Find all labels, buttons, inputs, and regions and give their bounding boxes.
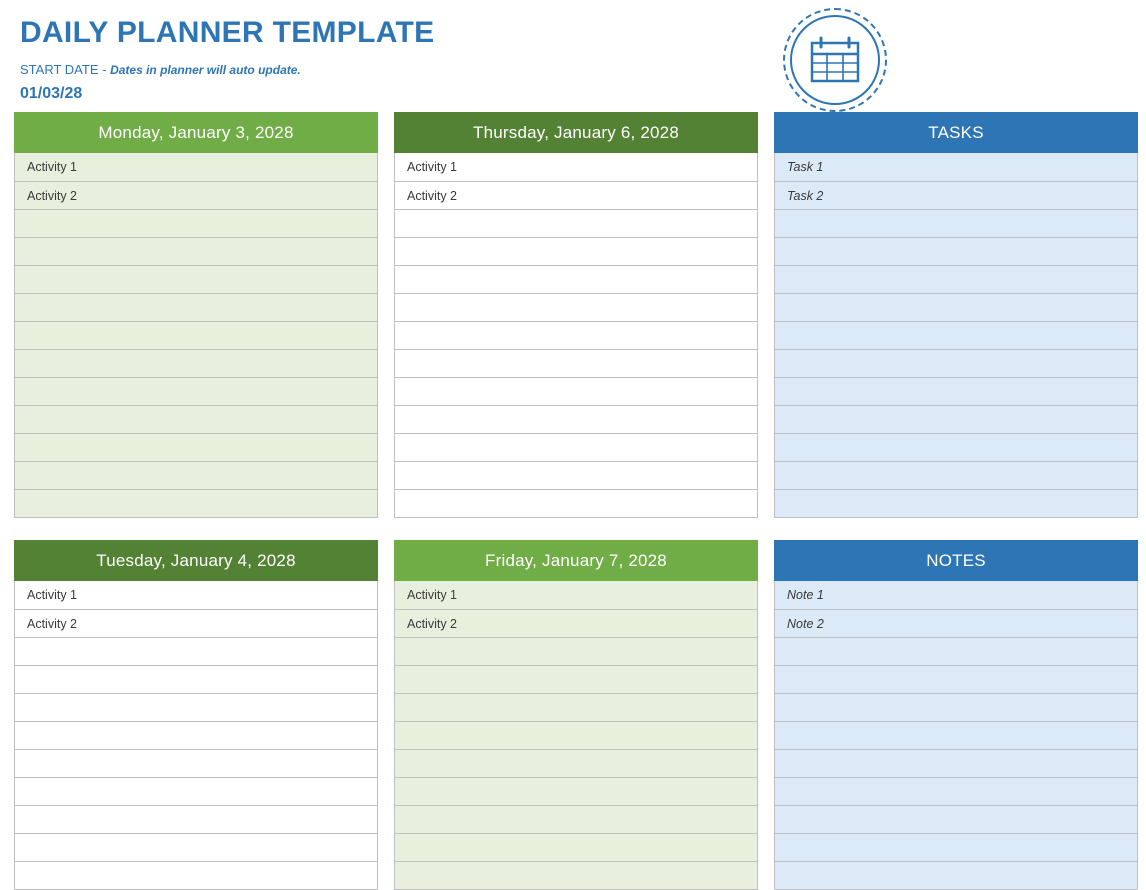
planner-card-tuesday: [14, 540, 378, 890]
list-item[interactable]: Activity 2: [395, 181, 757, 209]
list-item[interactable]: [15, 489, 377, 517]
list-item[interactable]: [775, 693, 1137, 721]
list-item[interactable]: [395, 665, 757, 693]
card-header-thursday: Thursday, January 6, 2028: [394, 112, 758, 153]
card-rows-monday: [14, 153, 378, 518]
page-header: [0, 0, 1146, 112]
list-item[interactable]: [15, 777, 377, 805]
list-item[interactable]: [395, 237, 757, 265]
card-header-friday: Friday, January 7, 2028: [394, 540, 758, 581]
planner-card-tasks: [774, 112, 1138, 518]
list-item[interactable]: [395, 777, 757, 805]
list-item[interactable]: [395, 721, 757, 749]
start-date-label: START DATE -: [20, 62, 107, 77]
list-item[interactable]: [775, 749, 1137, 777]
list-item[interactable]: [775, 293, 1137, 321]
list-item[interactable]: [15, 749, 377, 777]
list-item[interactable]: [775, 321, 1137, 349]
list-item[interactable]: [395, 489, 757, 517]
list-item[interactable]: Activity 2: [15, 181, 377, 209]
card-rows-friday: [394, 581, 758, 890]
list-item[interactable]: [395, 861, 757, 889]
list-item[interactable]: [775, 349, 1137, 377]
list-item[interactable]: [395, 405, 757, 433]
card-rows-tasks: [774, 153, 1138, 518]
list-item[interactable]: [395, 805, 757, 833]
list-item[interactable]: [775, 489, 1137, 517]
list-item[interactable]: [775, 237, 1137, 265]
list-item[interactable]: [15, 321, 377, 349]
list-item[interactable]: [775, 377, 1137, 405]
list-item[interactable]: [15, 665, 377, 693]
start-date-value[interactable]: 01/03/28: [20, 85, 83, 102]
list-item[interactable]: [15, 377, 377, 405]
planner-card-thursday: [394, 112, 758, 518]
list-item[interactable]: [15, 405, 377, 433]
list-item[interactable]: [15, 721, 377, 749]
list-item[interactable]: [15, 209, 377, 237]
list-item[interactable]: [775, 405, 1137, 433]
list-item[interactable]: [15, 805, 377, 833]
list-item[interactable]: Note 2: [775, 609, 1137, 637]
list-item[interactable]: Activity 1: [395, 581, 757, 609]
list-item[interactable]: [775, 637, 1137, 665]
planner-card-friday: [394, 540, 758, 890]
list-item[interactable]: [395, 693, 757, 721]
list-item[interactable]: [395, 293, 757, 321]
planner-row-1: [14, 112, 1132, 518]
list-item[interactable]: [775, 777, 1137, 805]
planner-card-notes: [774, 540, 1138, 890]
list-item[interactable]: [395, 321, 757, 349]
list-item[interactable]: Task 1: [775, 153, 1137, 181]
start-date-label-line: [20, 62, 1130, 77]
calendar-glyph: [809, 35, 861, 85]
card-header-tasks: TASKS: [774, 112, 1138, 153]
list-item[interactable]: Activity 2: [15, 609, 377, 637]
list-item[interactable]: Activity 1: [27, 588, 78, 602]
list-item[interactable]: [395, 209, 757, 237]
card-rows-thursday: [394, 153, 758, 518]
list-item[interactable]: [395, 637, 757, 665]
planner-card-monday: [14, 112, 378, 518]
list-item[interactable]: [395, 377, 757, 405]
list-item[interactable]: Activity 1: [15, 153, 377, 181]
page-title: DAILY PLANNER TEMPLATE: [20, 16, 435, 49]
list-item[interactable]: [395, 433, 757, 461]
list-item[interactable]: Note 1: [775, 581, 1137, 609]
list-item[interactable]: [775, 433, 1137, 461]
list-item[interactable]: [15, 693, 377, 721]
card-rows-notes: [774, 581, 1138, 890]
auto-update-note: Dates in planner will auto update.: [110, 63, 301, 77]
list-item[interactable]: [15, 265, 377, 293]
list-item[interactable]: [15, 237, 377, 265]
list-item[interactable]: Task 2: [775, 181, 1137, 209]
list-item[interactable]: [395, 349, 757, 377]
list-item[interactable]: [775, 833, 1137, 861]
list-item[interactable]: Activity 2: [395, 609, 757, 637]
list-item[interactable]: [775, 861, 1137, 889]
calendar-icon: [783, 8, 887, 112]
card-header-tuesday: Tuesday, January 4, 2028: [14, 540, 378, 581]
list-item[interactable]: [395, 749, 757, 777]
list-item[interactable]: [395, 265, 757, 293]
list-item[interactable]: [15, 861, 377, 889]
card-rows-tuesday: [14, 581, 378, 890]
list-item[interactable]: [15, 461, 377, 489]
card-header-monday: Monday, January 3, 2028: [14, 112, 378, 153]
list-item[interactable]: [15, 637, 377, 665]
list-item[interactable]: [775, 209, 1137, 237]
planner-grid: [0, 112, 1146, 890]
list-item[interactable]: [775, 461, 1137, 489]
card-header-notes: NOTES: [774, 540, 1138, 581]
list-item[interactable]: [775, 805, 1137, 833]
list-item[interactable]: [775, 721, 1137, 749]
list-item[interactable]: [15, 833, 377, 861]
list-item[interactable]: [395, 461, 757, 489]
list-item[interactable]: Activity 1: [407, 160, 458, 174]
list-item[interactable]: [15, 293, 377, 321]
list-item[interactable]: [775, 265, 1137, 293]
list-item[interactable]: [395, 833, 757, 861]
list-item[interactable]: [15, 433, 377, 461]
list-item[interactable]: [15, 349, 377, 377]
list-item[interactable]: [775, 665, 1137, 693]
planner-row-2: [14, 540, 1132, 890]
